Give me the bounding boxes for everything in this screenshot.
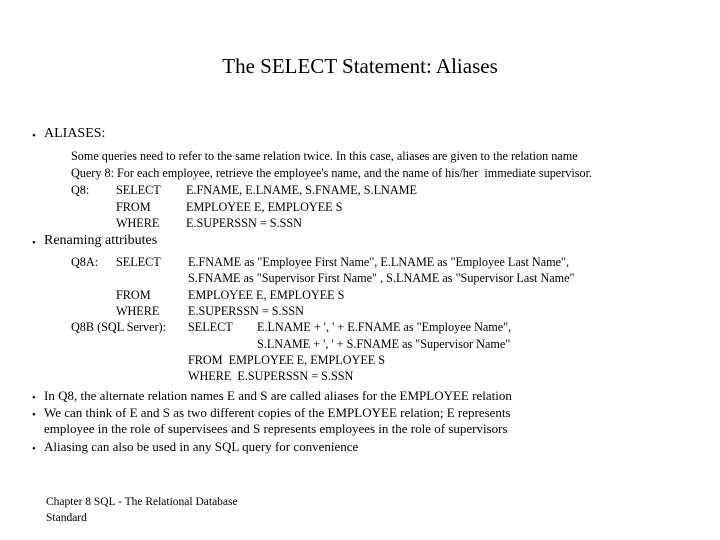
q8-where-keyword: WHERE <box>116 216 160 230</box>
q8-select-value: E.FNAME, E.LNAME, S.FNAME, S.LNAME <box>186 183 417 197</box>
q8-from-keyword: FROM <box>116 200 151 214</box>
renaming-heading: Renaming attributes <box>44 233 158 248</box>
q8-from-value: EMPLOYEE E, EMPLOYEE S <box>186 200 343 214</box>
q8a-where-value: E.SUPERSSN = S.SSN <box>188 304 304 318</box>
q8a-select-value-1: E.FNAME as "Employee First Name", E.LNAME as "Employee Last Name", <box>188 255 570 269</box>
bullet-copies-line-1: We can think of E and S as two different copies of the EMPLOYEE relation; E represents <box>44 405 511 420</box>
q8-select-keyword: SELECT <box>116 183 161 197</box>
bullet-copies-line-2: employee in the role of supervisees and S represents employees in the role of supervisors <box>44 421 508 436</box>
bullet-aliases-explanation: In Q8, the alternate relation names E and S are called aliases for the EMPLOYEE relation <box>44 388 512 403</box>
bullet-marker: • <box>32 130 36 142</box>
q8b-select-value-1: E.LNAME + ', ' + E.FNAME as "Employee Name", <box>257 320 512 334</box>
bullet-marker: • <box>32 443 36 455</box>
page-title: The SELECT Statement: Aliases <box>222 54 498 78</box>
q8b-select-value-2: S.LNAME + ', ' + S.FNAME as "Supervisor Name" <box>257 337 511 351</box>
q8a-label: Q8A: <box>71 255 99 269</box>
q8a-select-value-2: S.FNAME as "Supervisor First Name" , S.LNAME as "Supervisor Last Name" <box>188 271 575 285</box>
q8a-where-keyword: WHERE <box>116 304 160 318</box>
q8b-label: Q8B (SQL Server): <box>71 320 167 334</box>
footer: Chapter 8 SQL - The Relational Database Standard <box>46 496 238 524</box>
q8a-select-keyword: SELECT <box>116 255 161 269</box>
bullet-convenience: Aliasing can also be used in any SQL query for convenience <box>44 439 359 454</box>
q8b-from-clause: FROM EMPLOYEE E, EMPLOYEE S <box>188 353 386 367</box>
aliases-heading: ALIASES: <box>44 126 106 141</box>
q8a-from-keyword: FROM <box>116 288 151 302</box>
aliases-intro-line-1: Some queries need to refer to the same relation twice. In this case, aliases are given to the relation name <box>71 149 578 163</box>
q8-where-value: E.SUPERSSN = S.SSN <box>186 216 302 230</box>
bullet-marker: • <box>32 237 36 249</box>
q8-label: Q8: <box>71 183 90 197</box>
bullet-marker: • <box>32 409 36 421</box>
aliases-intro-line-2: Query 8: For each employee, retrieve the employee's name, and the name of his/her immediate supervisor. <box>71 166 593 180</box>
q8b-select-keyword: SELECT <box>188 320 233 334</box>
bullet-marker: • <box>32 392 36 404</box>
q8a-from-value: EMPLOYEE E, EMPLOYEE S <box>188 288 345 302</box>
q8b-where-clause: WHERE E.SUPERSSN = S.SSN <box>188 369 354 383</box>
